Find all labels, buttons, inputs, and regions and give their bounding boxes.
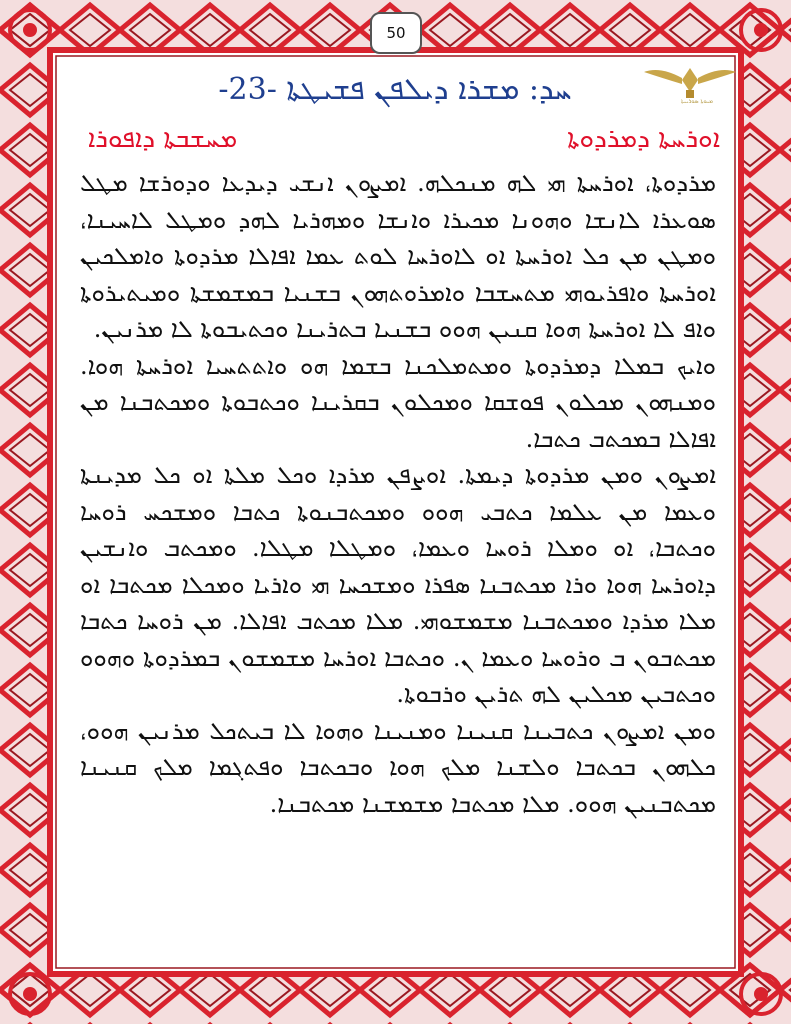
logo-caption: ܡܝܘܬܐ ܣܘܪܝܝܬܐ bbox=[680, 98, 714, 105]
subtitle-left: ܡܚܫܒܬܐ ܕܐܦܘܪܐ bbox=[88, 124, 238, 154]
paragraph-3: ܐܡܨܘܢ ܘܡܢ ܡܪܕܘܬܐ ܕܝܡܬܐ. ܐܘܨܦܢ ܡܪܕܐ ܘܟܠ ܡܠܬܐ ܐܘ ܟܠ ܡܕܝܢܬܐ ܘܥܡܐ ܡܢ ܥܠܡܐ ܟܬܒܝ ܗܘܘ ܘܡܟܬܒܢܘܬܐ ܟܬܒܐ ܘܡܫܟܚ ܪܘܚܐ ܘܟܬܒܐ، ܐܘ ܘܡܠܐ ܪܘܚܐ ܘܥܡܐ، ܘܡܛܠܐ ܡܛܠܐ. ܘܡܟܬܒ ܘܐܢܫܝܢ ܕܐܘܪܚܐ ܗܘܐ ܘܪܐ ܡܟܬܒܢܐ ܣܦܪܐ ܘܡܫܟܚܐ ܗܝ ܘܐܪܝܐ ܘܡܟܠܐ ܡܟܬܒܐ ܐܘ ܡܠܐ ܡܪܕܐ ܘܡܟܬܒܢܐ ܡܫܡܫܘܗܝ. ܡܠܐ ܡܟܬܒ ܐܦܐܠܐ. ܡܢ ܪܘܚܐ ܟܬܒܐ ܡܟܬܒܘܢ ܒ ܘܪܘܚܐ ܘܥܡܐ ܢ. ܘܟܬܒܐ ܐܘܪܚܐ ܡܫܡܫܘܢ ܒܡܪܕܘܬܐ ܘܗܘܘ ܘܟܬܒܝܢ ܡܟܠܝܢ ܠܗ ܬܪܝܢ ܘܪܒܘܬܐ. bbox=[80, 461, 716, 708]
paragraph-4: ܘܡܢ ܐܡܨܘܢ ܟܬܒܝܢܐ ܩܢܝܢܐ ܘܡܢܝܢܐ ܘܗܘܐ ܠܐ ܒܝܬܟܠ ܡܪܢܝܢ ܗܘܘ، ܟܠܗܘܢ ܒܟܬܒܐ ܘܠܫܢܐ ܡܠܟ ܗܘܐ ܘܒܟܬܒܐ ܘܦܬܓܡܐ ܡܠܟ ܩܢܝܢܐ ܡܟܬܒܢܝܢ ܗܘܘ. ܡܠܐ ܡܟܬܒܐ ܡܫܡܫܢܐ ܡܟܬܒܢܐ. bbox=[80, 716, 716, 818]
winged-emblem-icon bbox=[640, 62, 740, 132]
page-number: 50 bbox=[386, 24, 406, 42]
page-number-badge bbox=[370, 12, 422, 54]
page-title: ܚܕ: ܡܫܪܐ ܕܝܠܦܢ ܦܫܝܛܬܐ -23- bbox=[218, 72, 572, 107]
paragraph-2: ܘܐܝܟ ܒܡܠܐ ܕܡܪܕܘܬܐ ܘܡܬܡܠܟܢܐ ܒܫܡܐ ܗܘ ܘܐܬܬܚܝܐ ܐܘܪܚܬܐ ܗܘܐ. ܘܡܢܗܘܢ ܡܟܠܘܢ ܦܘܫܩܐ ܘܡܟܠܘܢ ܒܩܪܝܢܐ ܘܟܬܒܘܬܐ ܘܡܟܬܒܢܐ ܡܢ ܐܦܐܠܐ ܒܡܟܬܒ ܟܬܒܐ. bbox=[80, 351, 716, 453]
paragraph-1: ܡܪܕܘܬܐ، ܐܘܪܚܬܐ ܗܝ ܠܗ ܡܢܟܠܗ. ܐܡܨܘܢ ܐܢܫܝ ܕܝܕܥܐ ܘܕܘܪܫܐ ܡܛܠ ܣܘܥܪܐ ܠܐܢܫܐ ܘܗܘܢܐ ܡܟܝܪܐ ܘܐܢܫܐ ܘܡܗܪܝܐ ܠܗܕ ܘܡܛܠ ܠܐܚܝܢܐ، ܘܡܛܢ ܡܢ ܟܠ ܐܘܪܚܬܐ ܐܘ ܠܐܘܪܚܐ ܠܘܬ ܥܡܐ ܐܦܐܠܐ ܡܪܕܘܬܐ ܘܐܡܠܟܝܢ ܐܘܪܚܬܐ ܘܐܦܪܝܘܗܝ ܡܬܚܫܒܐ ܘܐܡܪܘܬܗܘܢ ܒܫܢܝܐ ܒܡܫܡܫܬܐ ܘܡܝܬܝܪܘܬܐ ܘܐܦ ܠܐ ܐܘܪܚܬܐ ܗܘܐ ܩܢܝܢ ܗܘܘ ܒܫܢܝܐ ܒܬܪܝܢܐ ܘܟܬܝܒܘܬܐ ܠܐ ܡܪܢܝܢ. bbox=[80, 169, 716, 343]
subtitle-row bbox=[70, 124, 720, 164]
body-text bbox=[80, 165, 716, 822]
subtitle-right: ܐܘܪܚܬܐ ܕܡܪܕܘܬܐ bbox=[567, 124, 720, 154]
